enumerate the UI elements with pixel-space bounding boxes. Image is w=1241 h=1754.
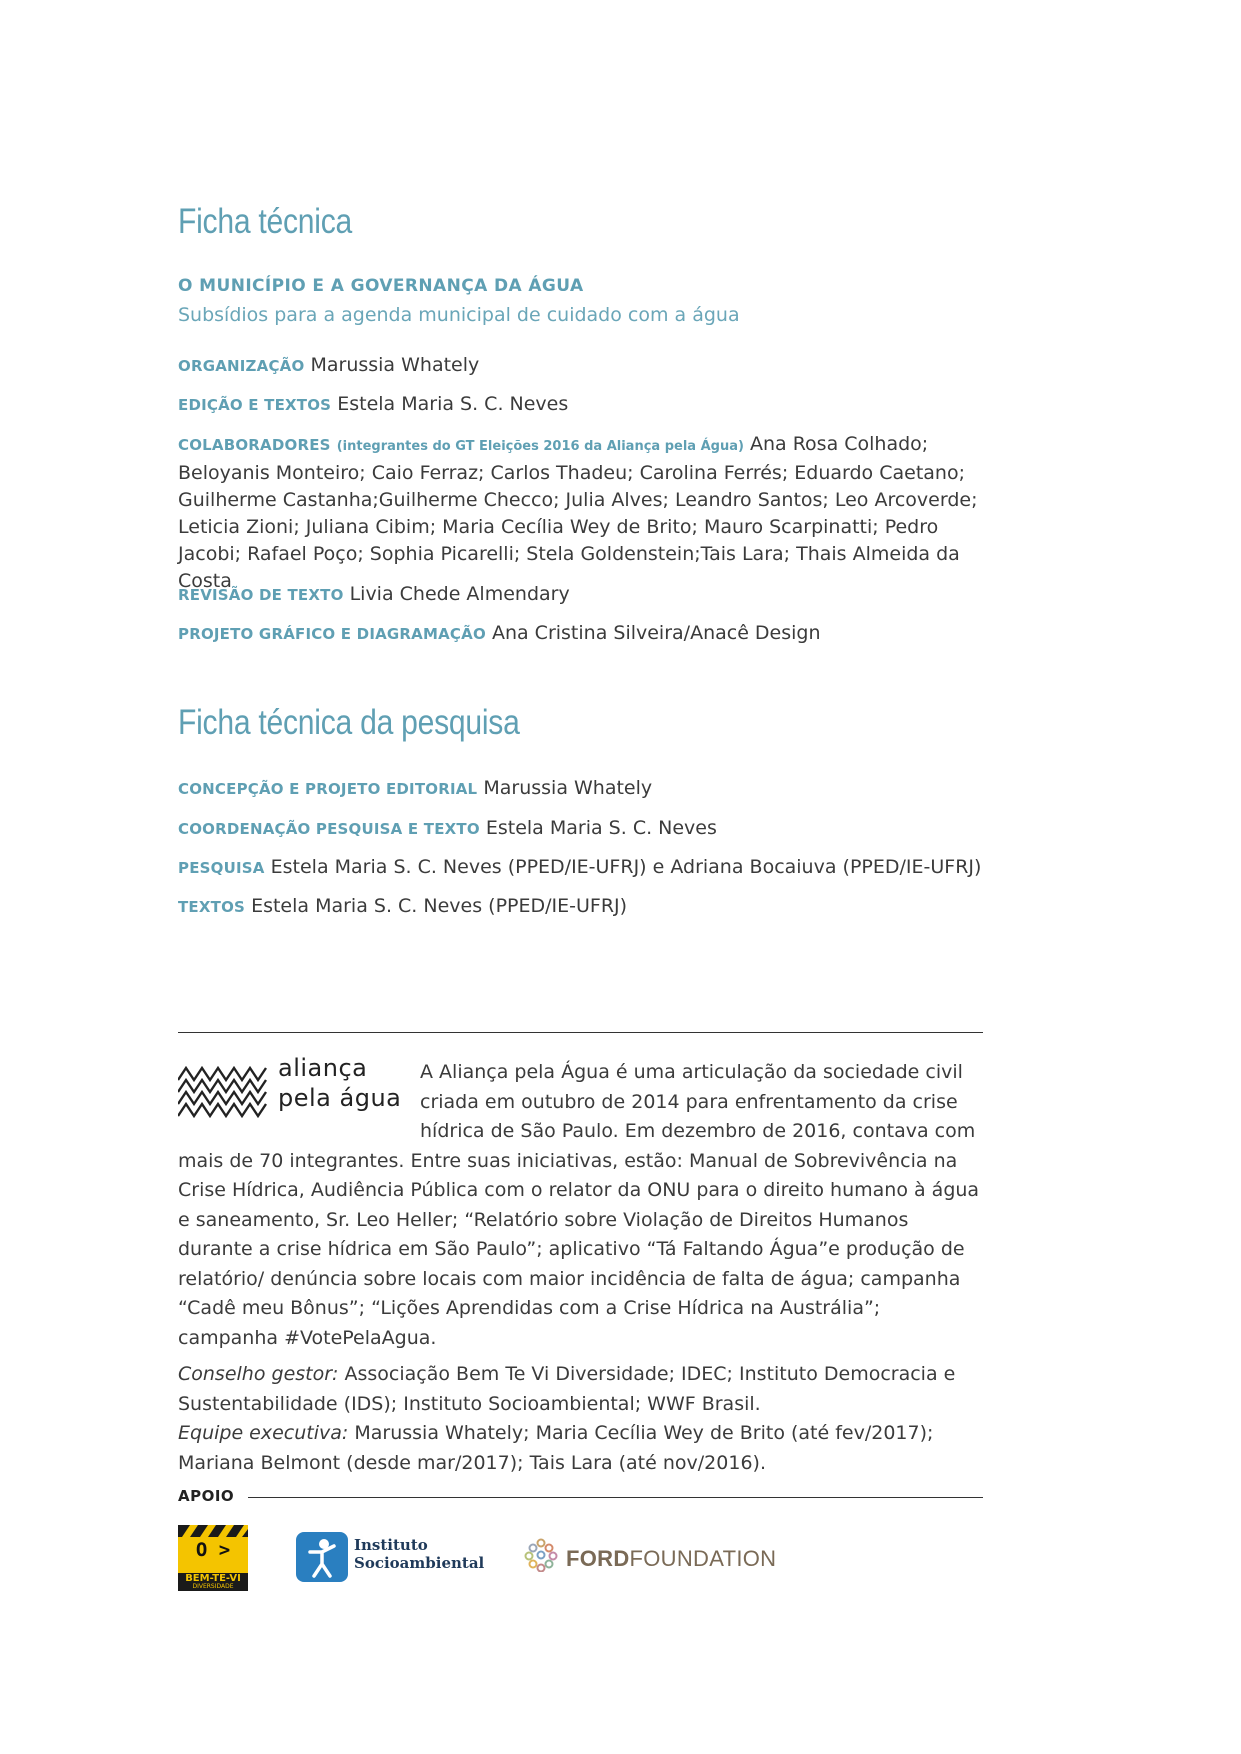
research-pesquisa xyxy=(178,854,983,882)
credit-label: COLABORADORES xyxy=(178,436,331,454)
credit-revisao xyxy=(178,581,983,609)
credit-label: REVISÃO DE TEXTO xyxy=(178,586,344,604)
credit-note: (integrantes do GT Eleições 2016 da Aliança pela Água) xyxy=(336,439,744,454)
research-textos xyxy=(178,893,983,921)
isa-figure-icon xyxy=(296,1532,348,1582)
research-concepcao xyxy=(178,775,983,803)
wave-zigzag-icon xyxy=(178,1066,270,1118)
credit-value: Ana Cristina Silveira/Anacê Design xyxy=(491,622,821,644)
credit-value: Marussia Whately xyxy=(483,777,653,799)
alianca-about xyxy=(178,1054,983,1478)
logo-text-line2: pela água xyxy=(278,1084,402,1112)
credit-label: PESQUISA xyxy=(178,859,265,877)
credit-value: Marussia Whately xyxy=(310,354,480,376)
credit-label: TEXTOS xyxy=(178,898,246,916)
credit-value: Estela Maria S. C. Neves (PPED/IE-UFRJ) e Adriana Bocaiuva (PPED/IE-UFRJ) xyxy=(270,856,982,878)
credit-label: CONCEPÇÃO E PROJETO EDITORIAL xyxy=(178,780,478,798)
equipe-label: Equipe executiva: xyxy=(178,1422,349,1444)
ford-wordmark xyxy=(566,1546,776,1572)
isa-logo xyxy=(296,1532,496,1582)
credit-value: Ana Rosa Colhado; Beloyanis Monteiro; Caio Ferraz; Carlos Thadeu; Carolina Ferrés; Eduardo Caetano; Guilherme Castanha;Guilherme Checco; Julia Alves; Leandro Santos; Leo Arcoverde; Leticia Zioni; Juliana Cibim; Maria Cecília Wey de Brito; Mauro Scarpinatti; Pedro Jacobi; Rafael Poço; Sophia Picarelli; Stela Goldenstein;Tais Lara; Thais Almeida da Costa xyxy=(178,433,978,592)
credit-value: Livia Chede Almendary xyxy=(349,583,570,605)
ford-mosaic-icon xyxy=(524,1538,558,1572)
heading-ficha-tecnica: Ficha técnica xyxy=(178,202,352,241)
alianca-governance xyxy=(178,1360,983,1478)
conselho-label: Conselho gestor: xyxy=(178,1363,339,1385)
credit-label: ORGANIZAÇÃO xyxy=(178,357,305,375)
credit-label: PROJETO GRÁFICO E DIAGRAMAÇÃO xyxy=(178,625,486,643)
research-coordenacao xyxy=(178,815,983,843)
bemtevi-sub: DIVERSIDADE xyxy=(192,1583,234,1590)
publication-subtitle: Subsídios para a agenda municipal de cuidado com a água xyxy=(178,304,740,326)
logo-text-line1: aliança xyxy=(278,1054,368,1082)
apoio-divider xyxy=(248,1497,983,1498)
heading-ficha-tecnica-pesquisa: Ficha técnica da pesquisa xyxy=(178,703,520,742)
credit-colaboradores xyxy=(178,431,983,595)
equipe-value: Marussia Whately; Maria Cecília Wey de Brito (até fev/2017); Mariana Belmont (desde mar/2017); Tais Lara (até nov/2016). xyxy=(178,1422,934,1474)
conselho-value: Associação Bem Te Vi Diversidade; IDEC; Instituto Democracia e Sustentabilidade (IDS); Instituto Socioambiental; WWF Brasil. xyxy=(178,1363,956,1415)
section-divider xyxy=(178,1032,983,1033)
alianca-description: A Aliança pela Água é uma articulação da sociedade civil criada em outubro de 2014 para enfrentamento da crise hídrica de São Paulo. Em dezembro de 2016, contava com mais de 70 integrantes. Entre suas iniciativas, estão: Manual de Sobrevivência na Crise Hídrica, Audiência Pública com o relator da ONU para o direito humano à água e saneamento, Sr. Leo Heller; “Relatório sobre Violação de Direitos Humanos durante a crise hídrica em São Paulo”; aplicativo “Tá Faltando Água”e produção de relatório/ denúncia sobre locais com maior incidência de falta de água; campanha “Cadê meu Bônus”; “Lições Aprendidas com a Crise Hídrica na Austrália”; campanha #VotePelaAgua. xyxy=(178,1061,980,1349)
bemtevi-logo xyxy=(178,1525,248,1591)
credit-value: Estela Maria S. C. Neves xyxy=(337,393,569,415)
credit-value: Estela Maria S. C. Neves xyxy=(485,817,717,839)
ford-part1: FORD xyxy=(566,1546,630,1571)
bemtevi-symbol: O > xyxy=(195,1539,231,1561)
ford-foundation-logo xyxy=(524,1538,784,1578)
publication-title: O MUNICÍPIO E A GOVERNANÇA DA ÁGUA xyxy=(178,276,584,296)
credit-projeto xyxy=(178,620,983,648)
isa-text xyxy=(354,1536,484,1572)
isa-line2: Socioambiental xyxy=(354,1554,485,1572)
isa-line1: Instituto xyxy=(354,1536,428,1554)
credit-label: EDIÇÃO E TEXTOS xyxy=(178,396,332,414)
credit-label: COORDENAÇÃO PESQUISA E TEXTO xyxy=(178,820,480,838)
alianca-logo xyxy=(178,1054,420,1146)
ford-part2: FOUNDATION xyxy=(629,1546,777,1571)
bemtevi-name: BEM-TE-VI xyxy=(185,1573,241,1584)
apoio-label: APOIO xyxy=(178,1487,235,1505)
credit-organizacao xyxy=(178,352,983,380)
credit-edicao xyxy=(178,391,983,419)
credit-value: Estela Maria S. C. Neves (PPED/IE-UFRJ) xyxy=(251,895,628,917)
